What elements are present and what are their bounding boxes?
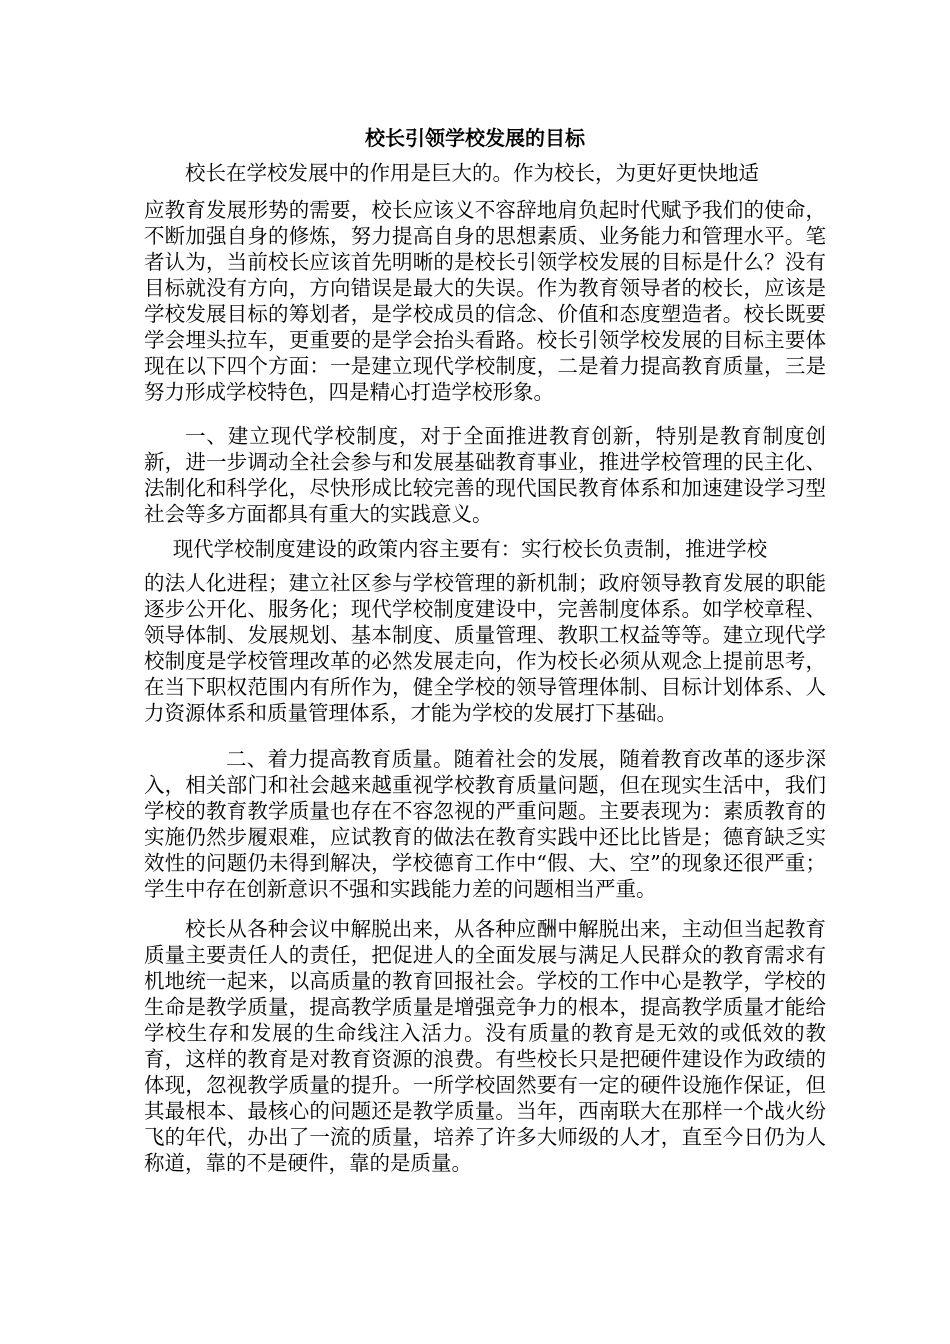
- intro-first-line-text: 校长在学校发展中的作用是巨大的。作为校长，为更好更快地适: [185, 161, 759, 185]
- principal-paragraph: [144, 916, 826, 1176]
- document-title: 校长引领学校发展的目标: [365, 126, 585, 150]
- section-two-paragraph: [144, 746, 826, 902]
- section-two-text: 二、着力提高教育质量。随着社会的发展，随着教育改革的逐步深入，相关部门和社会越来越重视学校教育质量问题，但在现实生活中，我们学校的教育教学质量也存在不容忽视的严重问题。主要表现为：素质教育的实施仍然步履艰难，应试教育的做法在教育实践中还比比皆是；德育缺乏实效性的问题仍未得到解决，学校德育工作中“假、大、空”的现象还很严重；学生中存在创新意识不强和实践能力差的问题相当严重。: [144, 747, 826, 901]
- principal-text: 校长从各种会议中解脱出来，从各种应酬中解脱出来，主动但当起教育质量主要责任人的责任，把促进人的全面发展与满足人民群众的教育需求有机地统一起来，以高质量的教育回报社会。学校的工作中心是教学，学校的生命是教学质量，提高教学质量是增强竞争力的根本，提高教学质量才能给学校生存和发展的生命线注入活力。没有质量的教育是无效的或低效的教育，这样的教育是对教育资源的浪费。有些校长只是把硬件建设作为政绩的体现，忽视教学质量的提升。一所学校固然要有一定的硬件设施作保证，但其最根本、最核心的问题还是教学质量。当年，西南联大在那样一个战火纷飞的年代，办出了一流的质量，培养了许多大师级的人才，直至今日仍为人称道，靠的不是硬件，靠的是质量。: [144, 917, 826, 1175]
- intro-paragraph-first-line: [144, 160, 826, 186]
- policy-paragraph-first-line: [144, 536, 826, 562]
- section-one-text: 一、建立现代学校制度，对于全面推进教育创新，特别是教育制度创新，进一步调动全社会参与和发展基础教育事业，推进学校管理的民主化、法制化和科学化，尽快形成比较完善的现代国民教育体系和加速建设学习型社会等多方面都具有重大的实践意义。: [144, 424, 826, 526]
- intro-paragraph-continuation: [144, 197, 826, 405]
- section-one-paragraph: [144, 423, 826, 527]
- policy-continuation-text: 的法人化进程；建立社区参与学校管理的新机制；政府领导教育发展的职能逐步公开化、服务化；现代学校制度建设中，完善制度体系。如学校章程、领导体制、发展规划、基本制度、质量管理、教职工权益等等。建立现代学校制度是学校管理改革的必然发展走向，作为校长必须从观念上提前思考，在当下职权范围内有所作为，健全学校的领导管理体制、目标计划体系、人力资源体系和质量管理体系，才能为学校的发展打下基础。: [144, 571, 826, 725]
- policy-first-line-text: 现代学校制度建设的政策内容主要有：实行校长负责制，推进学校: [172, 537, 768, 561]
- intro-continuation-text: 应教育发展形势的需要，校长应该义不容辞地肩负起时代赋予我们的使命，不断加强自身的修炼，努力提高自身的思想素质、业务能力和管理水平。笔者认为，当前校长应该首先明晰的是校长引领学校发展的目标是什么？没有目标就没有方向，方向错误是最大的失误。作为教育领导者的校长，应该是学校发展目标的筹划者，是学校成员的信念、价值和态度塑造者。校长既要学会埋头拉车，更重要的是学会抬头看路。校长引领学校发展的目标主要体现在以下四个方面：一是建立现代学校制度，二是着力提高教育质量，三是努力形成学校特色，四是精心打造学校形象。: [144, 198, 826, 404]
- policy-paragraph-continuation: [144, 570, 826, 726]
